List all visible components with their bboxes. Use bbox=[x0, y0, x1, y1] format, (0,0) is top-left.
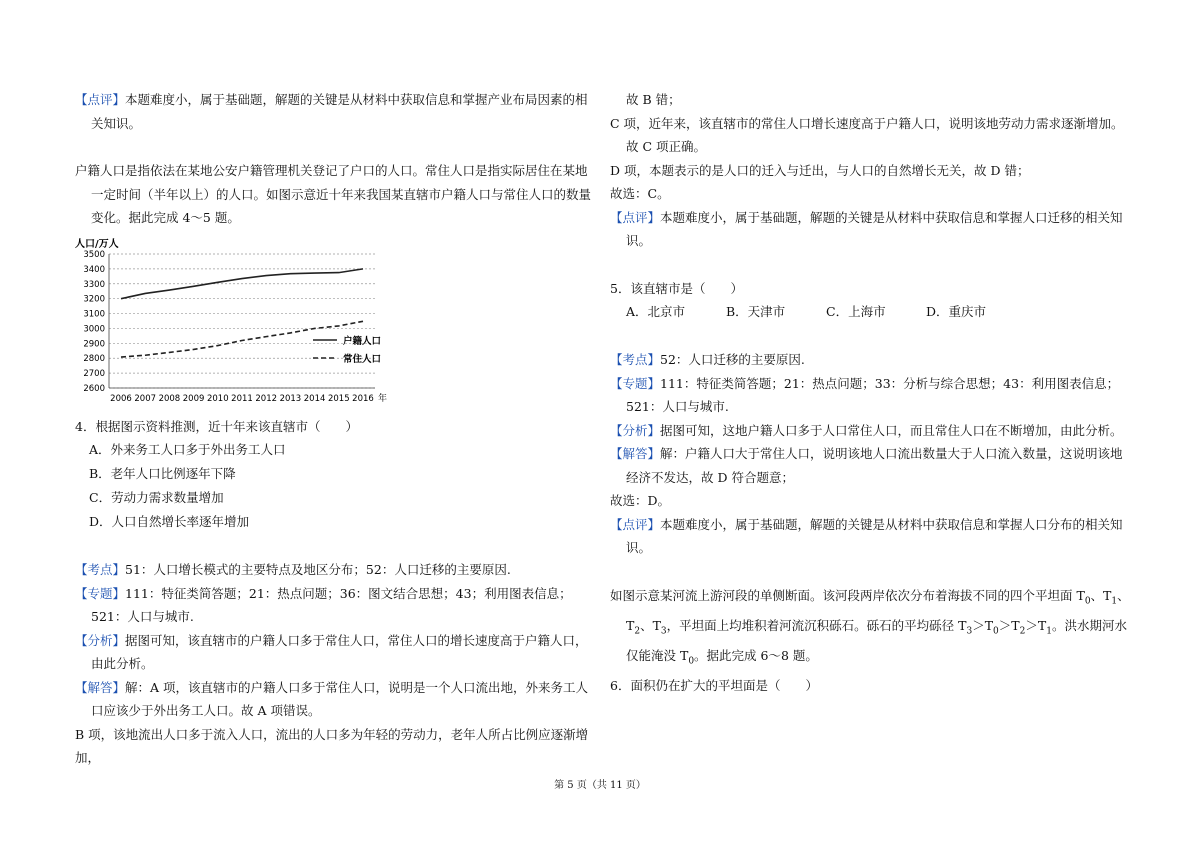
subscript: 0 bbox=[993, 626, 999, 636]
zhuanti bbox=[610, 372, 1130, 419]
subscript: 3 bbox=[660, 626, 667, 636]
fenxi-tag: 【分析】 bbox=[610, 422, 661, 438]
jieda-text: 解：户籍人口大于常住人口，说明该地人口流出数量大于人口流入数量，这说明该地经济不发达，故 D 符合题意； bbox=[626, 446, 1123, 485]
review-note-1 bbox=[75, 88, 595, 135]
option-c: C．上海市 bbox=[826, 304, 886, 319]
legend-label: 户籍人口 bbox=[343, 335, 382, 347]
review-tag: 【点评】 bbox=[610, 516, 661, 532]
y-tick-label: 2600 bbox=[83, 383, 105, 394]
x-tick-label: 2013 bbox=[279, 393, 302, 404]
option-d: D．人口自然增长率逐年增加 bbox=[89, 514, 250, 529]
zhuanti-text: 111：特征类简答题；21：热点问题；33：分析与综合思想；43：利用图表信息；521：人口与城市. bbox=[626, 375, 1120, 414]
intro-text: ＞T bbox=[998, 617, 1020, 633]
question-5-options bbox=[610, 300, 1130, 324]
zhuanti bbox=[75, 582, 595, 629]
kaodian bbox=[610, 348, 1130, 372]
y-axis-label: 人口/万人 bbox=[75, 238, 119, 250]
fenxi-text: 据图可知，该直辖市的户籍人口多于常住人口，常住人口的增长速度高于户籍人口，由此分析。 bbox=[91, 632, 588, 671]
x-tick-label: 2007 bbox=[134, 393, 157, 404]
intro-text: 、T bbox=[1090, 587, 1112, 603]
x-tick-label: 2006 bbox=[110, 393, 132, 404]
x-tick-label: 2014 bbox=[303, 393, 326, 404]
intro-text: 、T bbox=[640, 617, 661, 633]
option-b: B．老年人口比例逐年下降 bbox=[89, 466, 236, 481]
fenxi-text: 据图可知，这地户籍人口多于人口常住人口，而且常住人口在不断增加，由此分析。 bbox=[660, 422, 1123, 438]
subscript: 1 bbox=[1111, 596, 1118, 606]
option-a: A．外来务工人口多于外出务工人口 bbox=[89, 442, 286, 457]
intro-text: 、T bbox=[626, 587, 1130, 633]
x-tick-label: 2016 bbox=[352, 393, 374, 404]
y-tick-label: 3500 bbox=[83, 249, 105, 260]
question-4-options bbox=[75, 438, 595, 534]
option-c-analysis: C 项，近年来，该直辖市的常住人口增长速度高于户籍人口，说明该地劳动力需求逐渐增加。故 C 项正确。 bbox=[610, 115, 1124, 154]
review-tag: 【点评】 bbox=[610, 209, 661, 225]
zhuanti-tag: 【专题】 bbox=[610, 375, 661, 391]
review-tag: 【点评】 bbox=[75, 92, 126, 107]
zhuanti-text: 111：特征类简答题；21：热点问题；36：图文结合思想；43；利用图表信息；521：人口与城市. bbox=[91, 585, 572, 624]
right-column bbox=[610, 88, 1130, 697]
x-tick-label: 2009 bbox=[182, 393, 205, 404]
x-tick-label: 2015 bbox=[327, 393, 350, 404]
kaodian-text: 51：人口增长模式的主要特点及地区分布；52：人口迁移的主要原因. bbox=[125, 562, 511, 577]
kaodian-tag: 【考点】 bbox=[610, 352, 661, 367]
subscript: 2 bbox=[1019, 626, 1026, 636]
option-b: B．天津市 bbox=[726, 304, 786, 319]
x-tick-label: 2008 bbox=[158, 393, 181, 404]
option-b-analysis-cont: 故 B 错； bbox=[626, 92, 681, 107]
y-tick-label: 3300 bbox=[83, 279, 105, 290]
question-6: 6．面积仍在扩大的平坦面是（ ） bbox=[610, 677, 818, 693]
intro-text: ，平坦面上均堆积着河流沉积砾石。砾石的平均砾径 T bbox=[666, 617, 967, 633]
passage-intro: 户籍人口是指依法在某地公安户籍管理机关登记了户口的人口。常住人口是指实际居住在某地一定时间（半年以上）的人口。如图示意近十年来我国某直辖市户籍人口与常住人口的数量变化。据此完成 4～5 题。 bbox=[75, 163, 592, 225]
y-tick-label: 3400 bbox=[83, 264, 105, 275]
y-tick-label: 2800 bbox=[83, 353, 105, 364]
fenxi bbox=[610, 419, 1130, 443]
review-text: 本题难度小，属于基础题，解题的关键是从材料中获取信息和掌握产业布局因素的相关知识。 bbox=[91, 92, 588, 131]
intro-text: 。洪水期河水仅能淹没 T bbox=[626, 617, 1127, 663]
subscript: 2 bbox=[634, 626, 641, 636]
option-d-analysis: D 项，本题表示的是人口的迁入与迁出，与人口的自然增长无关，故 D 错； bbox=[610, 162, 1030, 178]
review-note-2 bbox=[610, 206, 1130, 253]
fenxi bbox=[75, 629, 595, 676]
x-tick-label: 2012 bbox=[255, 393, 278, 404]
intro-text: ＞T bbox=[972, 617, 994, 633]
answer-5: 故选：D。 bbox=[610, 493, 671, 508]
page-footer: 第 5 页（共 11 页） bbox=[554, 780, 646, 791]
option-c: C．劳动力需求数量增加 bbox=[89, 490, 224, 505]
y-tick-label: 2900 bbox=[83, 338, 105, 349]
intro-text: ＞T bbox=[1025, 617, 1047, 633]
left-column bbox=[75, 88, 595, 770]
legend-label: 常住人口 bbox=[343, 353, 382, 365]
intro-text: 。据此完成 6～8 题。 bbox=[694, 647, 818, 663]
option-d: D．重庆市 bbox=[926, 304, 987, 319]
y-tick-label: 3000 bbox=[83, 323, 105, 334]
y-tick-label: 2700 bbox=[83, 368, 105, 379]
question-4: 4．根据图示资料推测，近十年来该直辖市（ ） bbox=[75, 418, 358, 434]
series-line-2 bbox=[121, 321, 363, 357]
kaodian-tag: 【考点】 bbox=[75, 562, 126, 577]
jieda bbox=[75, 676, 595, 723]
jieda bbox=[610, 442, 1130, 489]
option-a: A．北京市 bbox=[626, 304, 686, 319]
intro-text: 如图示意某河流上游河段的单侧断面。该河段两岸依次分布着海拔不同的四个平坦面 T bbox=[610, 587, 1085, 603]
y-tick-label: 3200 bbox=[83, 294, 105, 305]
zhuanti-tag: 【专题】 bbox=[75, 585, 126, 601]
jieda-text: 解：A 项，该直辖市的户籍人口多于常住人口，说明是一个人口流出地，外来务工人口应该少于外出务工人口。故 A 项错误。 bbox=[91, 679, 589, 718]
option-b-analysis: B 项，该地流出人口多于流入人口，流出的人口多为年轻的劳动力，老年人所占比例应逐渐增加， bbox=[75, 726, 589, 765]
x-tick-label: 2011 bbox=[231, 393, 253, 404]
review-note-3 bbox=[610, 513, 1130, 560]
y-tick-label: 3100 bbox=[83, 309, 105, 320]
x-tick-label: 2010 bbox=[206, 393, 229, 404]
fenxi-tag: 【分析】 bbox=[75, 632, 126, 648]
question-5: 5．该直辖市是（ ） bbox=[610, 280, 743, 296]
passage-intro-2 bbox=[610, 584, 1130, 674]
jieda-tag: 【解答】 bbox=[75, 679, 126, 695]
subscript: 1 bbox=[1046, 626, 1052, 636]
jieda-tag: 【解答】 bbox=[610, 446, 661, 461]
subscript: 0 bbox=[688, 656, 695, 666]
answer-4: 故选：C。 bbox=[610, 186, 670, 201]
population-line-chart bbox=[75, 236, 395, 411]
kaodian-text: 52：人口迁移的主要原因. bbox=[660, 352, 805, 367]
x-axis-label: 年 bbox=[378, 393, 388, 404]
review-text: 本题难度小，属于基础题，解题的关键是从材料中获取信息和掌握人口迁移的相关知识。 bbox=[626, 209, 1123, 248]
kaodian bbox=[75, 558, 595, 582]
review-text: 本题难度小，属于基础题，解题的关键是从材料中获取信息和掌握人口分布的相关知识。 bbox=[626, 516, 1123, 555]
subscript: 0 bbox=[1084, 596, 1091, 606]
subscript: 3 bbox=[966, 626, 973, 636]
